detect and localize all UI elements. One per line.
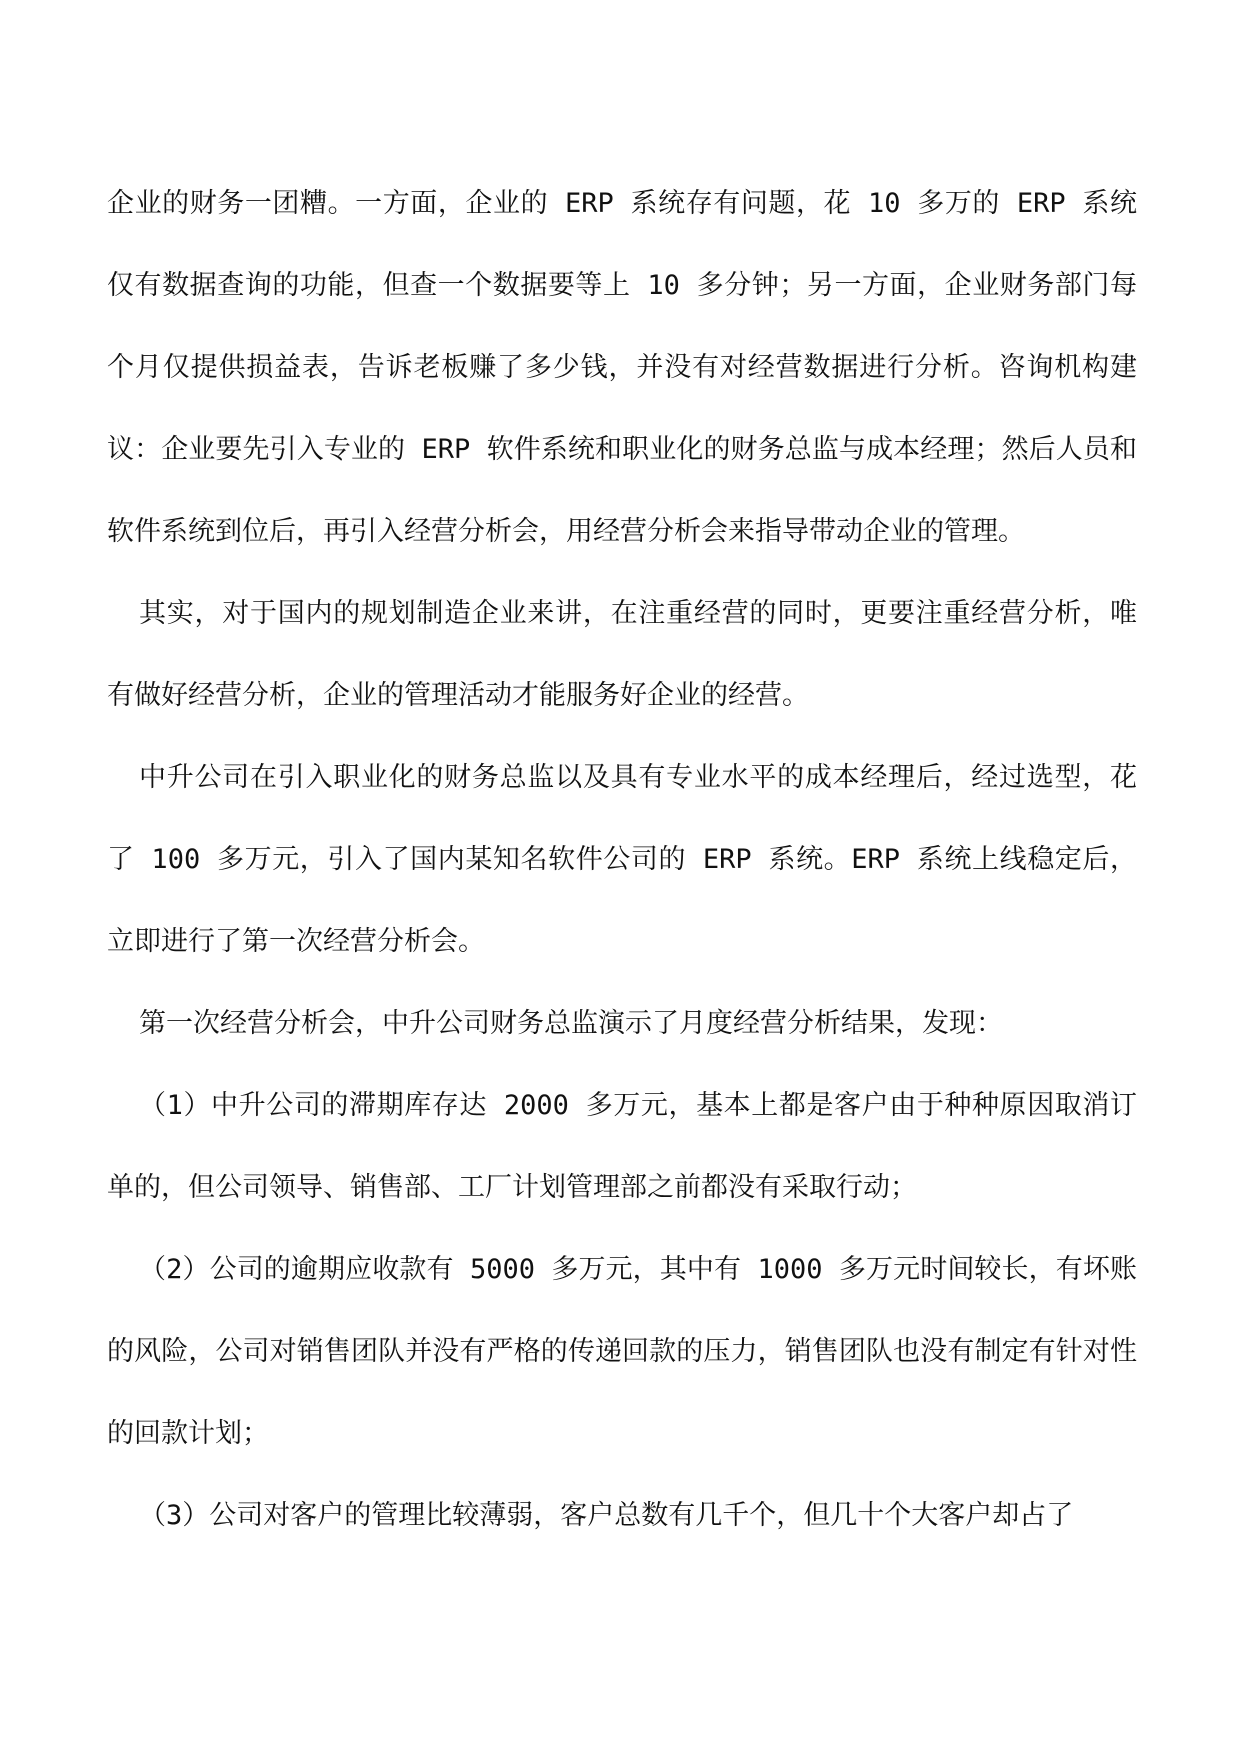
paragraph-analysis-importance: 其实，对于国内的规划制造企业来讲，在注重经营的同时，更要注重经营分析，唯有做好经营分析，企业的管理活动才能服务好企业的经营。: [107, 598, 1137, 711]
list-item-2: （2）公司的逾期应收款有 5000 多万元，其中有 1000 多万元时间较长，有坏账的风险，公司对销售团队并没有严格的传递回款的压力，销售团队也没有制定有针对性的回款计划；: [107, 1254, 1137, 1449]
paragraph-erp-problems: 企业的财务一团糟。一方面，企业的 ERP 系统存有问题，花 10 多万的 ERP 系统仅有数据查询的功能，但查一个数据要等上 10 多分钟；另一方面，企业财务部门每个月仅提供损益表，告诉老板赚了多少钱，并没有对经营数据进行分析。咨询机构建议：企业要先引入专业的 ERP 软件系统和职业化的财务总监与成本经理；然后人员和软件系统到位后，再引入经营分析会，用经营分析会来指导带动企业的管理。: [107, 188, 1137, 547]
paragraph-zhongsheng-erp: 中升公司在引入职业化的财务总监以及具有专业水平的成本经理后，经过选型，花了 100 多万元，引入了国内某知名软件公司的 ERP 系统。ERP 系统上线稳定后，立即进行了第一次经营分析会。: [107, 762, 1137, 957]
paragraph-first-meeting: 第一次经营分析会，中升公司财务总监演示了月度经营分析结果，发现：: [139, 1008, 1003, 1039]
document-body: [107, 163, 1137, 1557]
list-item-1: （1）中升公司的滞期库存达 2000 多万元，基本上都是客户由于种种原因取消订单的，但公司领导、销售部、工厂计划管理部之前都没有采取行动；: [107, 1090, 1137, 1203]
list-item-3: （3）公司对客户的管理比较薄弱，客户总数有几千个，但几十个大客户却占了: [139, 1500, 1074, 1531]
